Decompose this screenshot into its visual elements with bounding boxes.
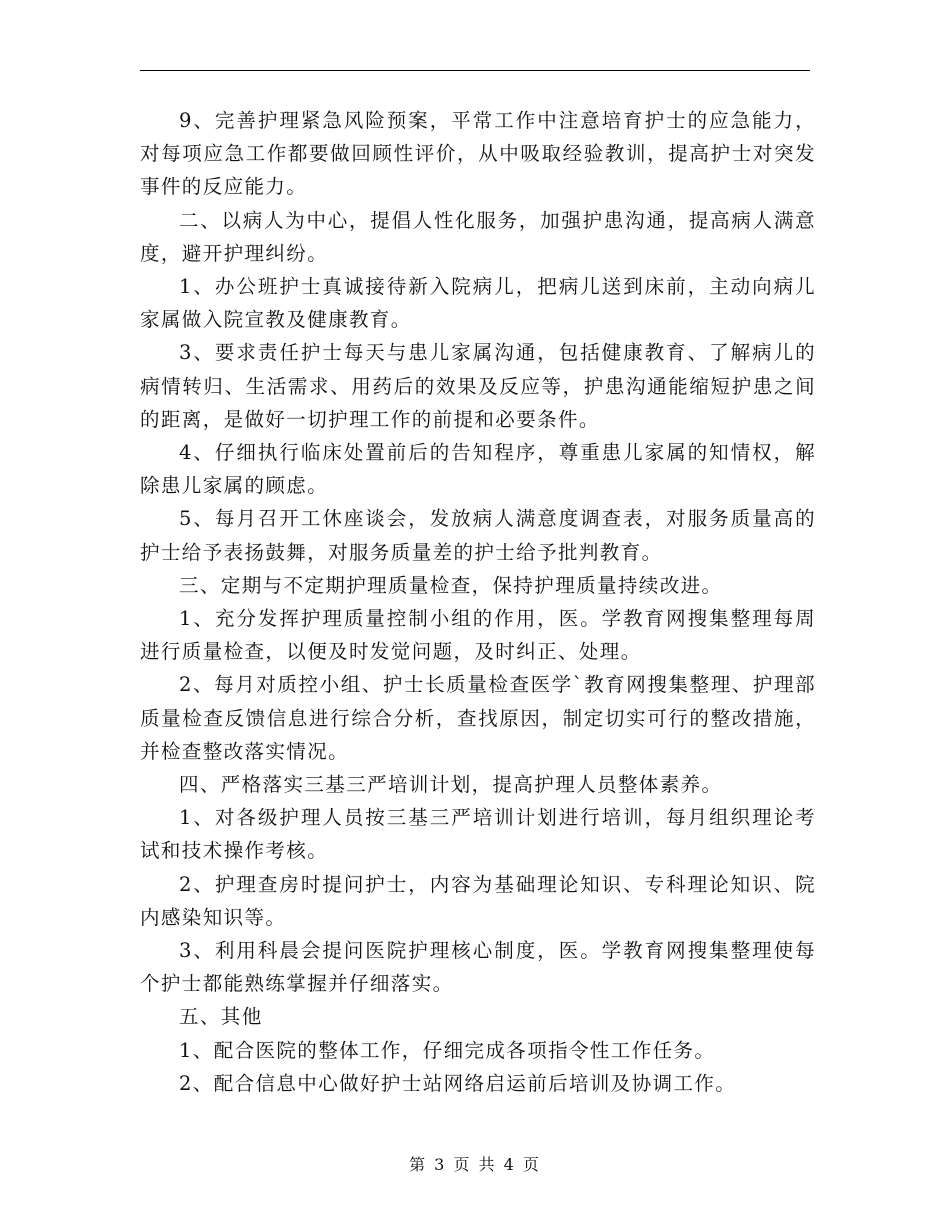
section-heading: 二、以病人为中心，提倡人性化服务，加强护患沟通，提高病人满意度，避开护理纠纷。 bbox=[140, 208, 816, 265]
paragraph: 1、办公班护士真诚接待新入院病儿，把病儿送到床前，主动向病儿家属做入院宣教及健康教育。 bbox=[140, 275, 816, 332]
section-heading: 五、其他 bbox=[179, 1005, 263, 1029]
paragraph: 9、完善护理紧急风险预案，平常工作中注意培育护士的应急能力，对每项应急工作都要做回顾性评价，从中吸取经验教训，提高护士对突发事件的反应能力。 bbox=[140, 109, 816, 199]
header-rule bbox=[140, 70, 810, 71]
paragraph: 1、对各级护理人员按三基三严培训计划进行培训，每月组织理论考试和技术操作考核。 bbox=[140, 806, 816, 863]
paragraph: 5、每月召开工休座谈会，发放病人满意度调查表，对服务质量高的护士给予表扬鼓舞，对服务质量差的护士给予批判教育。 bbox=[140, 507, 816, 564]
paragraph: 3、要求责任护士每天与患儿家属沟通，包括健康教育、了解病儿的病情转归、生活需求、用药后的效果及反应等，护患沟通能缩短护患之间的距离，是做好一切护理工作的前提和必要条件。 bbox=[140, 341, 816, 431]
section-heading: 四、严格落实三基三严培训计划，提高护理人员整体素养。 bbox=[179, 773, 723, 797]
paragraph: 4、仔细执行临床处置前后的告知程序，尊重患儿家属的知情权，解除患儿家属的顾虑。 bbox=[140, 441, 816, 498]
paragraph: 1、配合医院的整体工作，仔细完成各项指令性工作任务。 bbox=[179, 1038, 716, 1062]
paragraph: 2、护理查房时提问护士，内容为基础理论知识、专科理论知识、院内感染知识等。 bbox=[140, 872, 816, 929]
paragraph: 1、充分发挥护理质量控制小组的作用，医。学教育网搜集整理每周进行质量检查，以便及时发觉问题，及时纠正、处理。 bbox=[140, 607, 816, 664]
paragraph: 3、利用科晨会提问医院护理核心制度，医。学教育网搜集整理使每个护士都能熟练掌握并仔细落实。 bbox=[140, 939, 816, 996]
page-number-footer: 第 3 页 共 4 页 bbox=[409, 1155, 541, 1174]
document-body bbox=[140, 104, 816, 1100]
paragraph: 2、每月对质控小组、护士长质量检查医学`教育网搜集整理、护理部质量检查反馈信息进行综合分析，查找原因，制定切实可行的整改措施，并检查整改落实情况。 bbox=[140, 673, 816, 763]
section-heading: 三、定期与不定期护理质量检查，保持护理质量持续改进。 bbox=[179, 573, 723, 597]
paragraph: 2、配合信息中心做好护士站网络启运前后培训及协调工作。 bbox=[179, 1071, 737, 1095]
